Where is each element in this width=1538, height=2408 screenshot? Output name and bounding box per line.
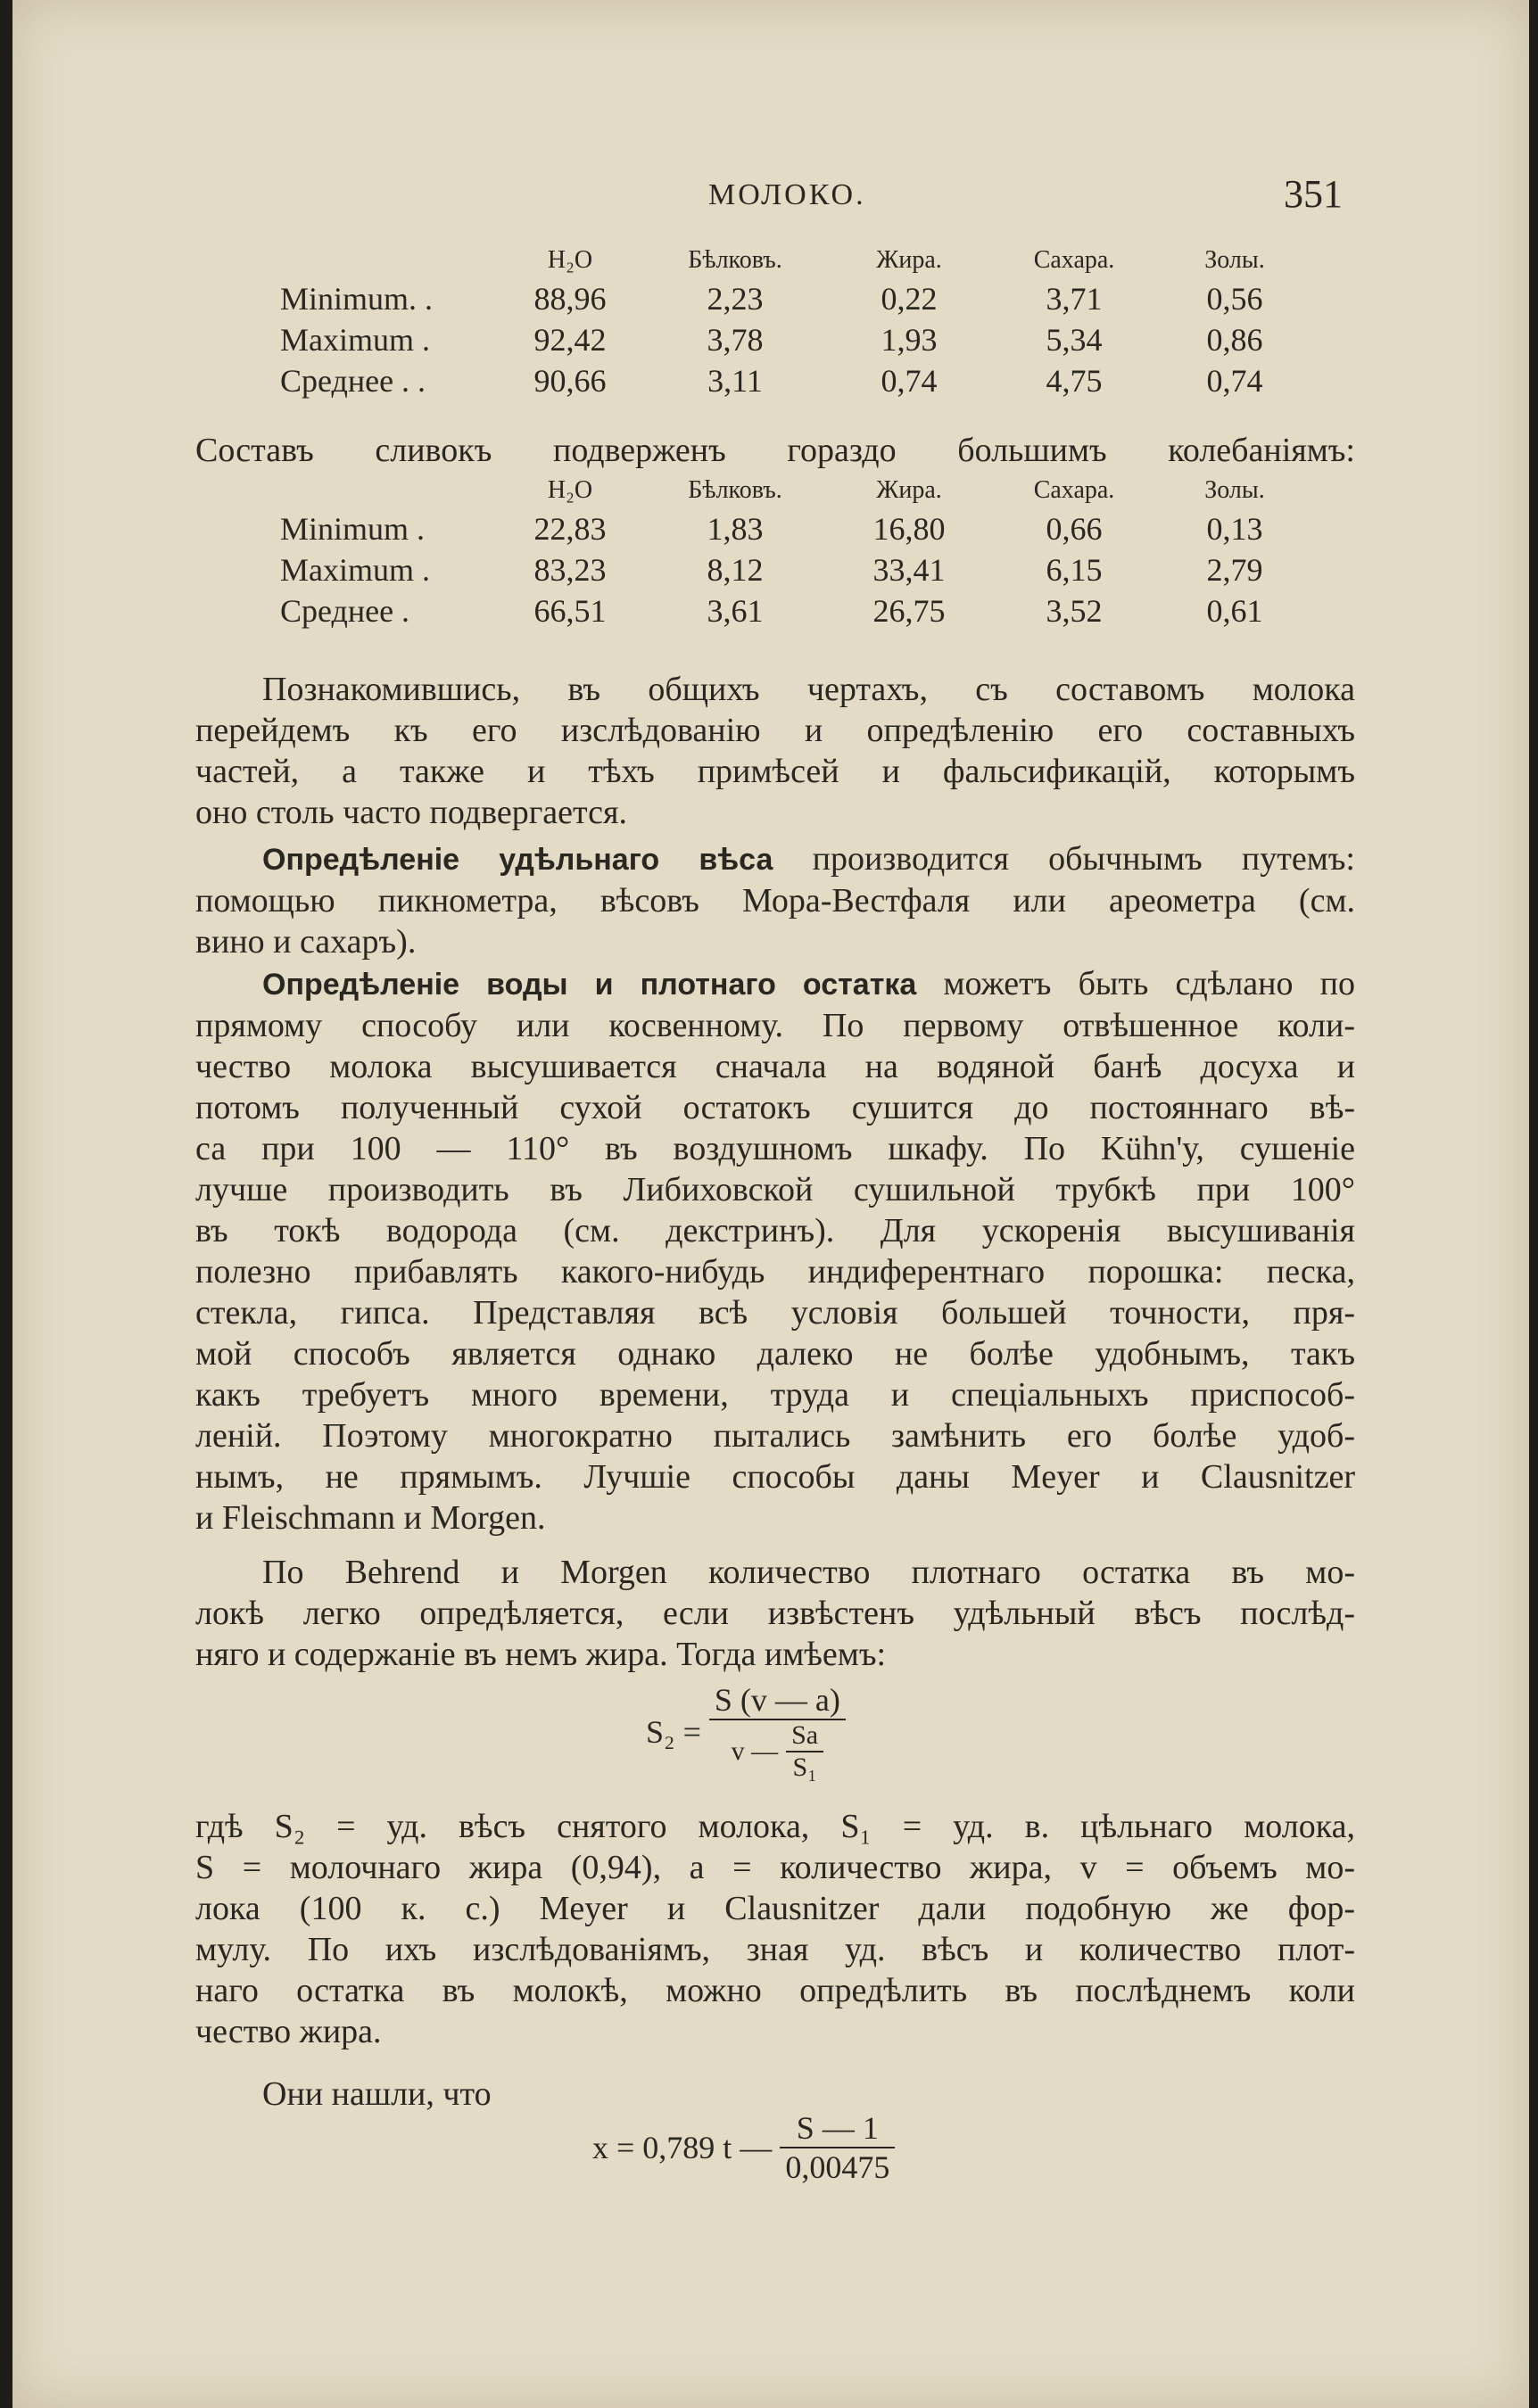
cell: 92,42 [533,322,607,358]
text-line: какъ требуетъ много времени, труда и спеціальныхъ приспособ- [195,1376,1355,1414]
text-line: няго и содержаніе въ немъ жира. Тогда имѣемъ: [195,1636,887,1673]
paragraph-specific-gravity [195,838,1355,962]
cell: 4,75 [1046,363,1103,399]
table-row [280,278,1315,319]
text-line: чество жира. [195,2013,382,2050]
text-line: и Fleischmann и Morgen. [195,1499,546,1537]
text-line: лучше производить въ Либиховской сушильной трубкѣ при 100° [195,1171,1355,1208]
text-line: леній. Поэтому многократно пытались замѣнить его болѣе удоб- [195,1417,1355,1455]
text-line: лока (100 к. с.) Meyer и Clausnitzer дали подобную же фор- [195,1890,1355,1927]
cell: 0,61 [1206,593,1263,629]
column-header: Бѣлковъ. [688,476,782,504]
text-line: вино и сахаръ). [195,923,417,961]
text-line: прямому способу или косвенному. По первому отвѣшенное коли- [195,1007,1355,1044]
formula-numerator: S (v — a) [709,1681,846,1720]
book-page [12,0,1529,2408]
milk-composition-table [280,243,1315,401]
cell: 0,56 [1206,281,1263,317]
formula-lhs: S₂ = [646,1714,701,1750]
text-line: Опредѣленіе воды и плотнаго остатка можетъ быть сдѣлано по [262,965,1355,1002]
text-line: потомъ полученный сухой остатокъ сушится до постояннаго вѣ- [195,1089,1355,1126]
text-line: частей, а также и тѣхъ примѣсей и фальсификацій, которымъ [195,753,1355,790]
paragraph-they-found: Они нашли, что [262,2075,492,2113]
formula-numerator: S — 1 [780,2109,895,2148]
cell: 3,71 [1046,281,1103,317]
cell: 33,41 [872,552,946,588]
cell: 1,93 [881,322,938,358]
cell: 0,66 [1046,511,1103,547]
cell: 8,12 [707,552,764,588]
text-line: мулу. По ихъ изслѣдованіямъ, зная уд. вѣсъ и количество плот- [195,1931,1355,1968]
text-line: помощью пикнометра, вѣсовъ Мора-Вестфаля или ареометра (см. [195,882,1355,919]
text-line: полезно прибавлять какого-нибудь индиферентнаго порошка: песка, [195,1253,1355,1291]
formula-fraction [709,1681,846,1783]
cell: 6,15 [1046,552,1103,588]
text-line: стекла, гипса. Представляя всѣ условія большей точности, пря- [195,1294,1355,1332]
column-header: Сахара. [1033,246,1115,274]
text-line: Опредѣленіе удѣльнаго вѣса производится обычнымъ путемъ: [262,840,1355,878]
formula-denominator: v — $\frac{Sa}{\text{S₁}}$ [709,1720,846,1783]
table-row [280,590,1315,631]
column-header: Жира. [876,246,942,274]
cell: 0,74 [881,363,938,399]
table-row [280,360,1315,401]
formula-denominator: 0,00475 [785,2149,890,2185]
text-line: По Behrend и Morgen количество плотнаго остатка въ мо- [262,1554,1355,1591]
column-header: Бѣлковъ. [688,246,782,274]
cell: 3,61 [707,593,764,629]
table-header-row [280,473,1315,508]
text-line: локѣ легко опредѣляется, если извѣстенъ удѣльный вѣсъ послѣд- [195,1595,1355,1632]
column-header: Золы. [1204,246,1265,274]
text-line: въ токѣ водорода (см. декстринъ). Для ускоренія высушиванія [195,1212,1355,1249]
cell: 2,79 [1206,552,1263,588]
text-line: оно столь часто подвергается. [195,794,627,831]
row-label: Среднее . [280,593,410,629]
cell: 0,86 [1206,322,1263,358]
column-header: Золы. [1204,476,1265,504]
formula-fat-content [592,2109,895,2186]
running-head: МОЛОКО. [708,178,866,211]
cell: 5,34 [1046,322,1103,358]
text-line: гдѣ S₂ = уд. вѣсъ снятого молока, S₁ = уд. в. цѣльнаго молока, [195,1808,1355,1845]
row-label: Minimum. . [280,281,434,317]
cell: 1,83 [707,511,764,547]
text-line: мой способъ является однако далеко не болѣе удобнымъ, такъ [195,1335,1355,1373]
row-label: Minimum . [280,511,426,547]
paragraph-water-determination [195,963,1355,1538]
cell: 88,96 [533,281,607,317]
cell: 0,74 [1206,363,1263,399]
cell: 90,66 [533,363,607,399]
text-line: са при 100 — 110° въ воздушномъ шкафу. По Kühn'у, сушеніе [195,1130,1355,1167]
text-line: чество молока высушивается сначала на водяной банѣ досуха и [195,1048,1355,1085]
cream-intro-line: Составъ сливокъ подверженъ гораздо большимъ колебаніямъ: [195,432,1355,469]
cell: 83,23 [533,552,607,588]
cell: 0,22 [881,281,938,317]
page-number: 351 [1284,172,1343,216]
paragraph-behrend-morgen [195,1552,1355,1675]
text-line: Познакомившись, въ общихъ чертахъ, съ составомъ молока [262,671,1355,708]
formula-fraction [780,2109,895,2186]
cell: 3,78 [707,322,764,358]
text-line: наго остатка въ молокѣ, можно опредѣлить въ послѣднемъ коли [195,1972,1355,2009]
cell: 2,23 [707,281,764,317]
formula-lhs: x = 0,789 t — [592,2130,773,2165]
section-heading: Опредѣленіе удѣльнаго вѣса [262,843,773,877]
formula-dry-residue [646,1681,846,1783]
table-row [280,549,1315,590]
row-label: Maximum . [280,322,430,358]
inner-fraction: $\frac{Sa}{\text{S₁}}$ [786,1720,823,1783]
column-header: Сахара. [1033,476,1115,504]
cell: 22,83 [533,511,607,547]
cell: 26,75 [872,593,946,629]
table-row [280,508,1315,549]
section-heading: Опредѣленіе воды и плотнаго остатка [262,968,917,1002]
cream-composition-table [280,473,1315,631]
paragraph-intro [195,669,1355,833]
text-line: перейдемъ къ его изслѣдованію и опредѣленію его составныхъ [195,712,1355,749]
table-row [280,319,1315,360]
text-line: S = молочнаго жира (0,94), a = количество жира, v = объемъ мо- [195,1849,1355,1886]
text-line: нымъ, не прямымъ. Лучшіе способы даны Meyer и Clausnitzer [195,1458,1355,1496]
column-header: H₂O [547,476,593,504]
cell: 66,51 [533,593,607,629]
cell: 0,13 [1206,511,1263,547]
row-label: Maximum . [280,552,430,588]
paragraph-variables [195,1806,1355,2052]
table-header-row [280,243,1315,278]
cell: 3,11 [707,363,763,399]
column-header: Жира. [876,476,942,504]
column-header: H₂O [547,246,593,274]
cell: 3,52 [1046,593,1103,629]
cell: 16,80 [872,511,946,547]
row-label: Среднее . . [280,363,426,399]
